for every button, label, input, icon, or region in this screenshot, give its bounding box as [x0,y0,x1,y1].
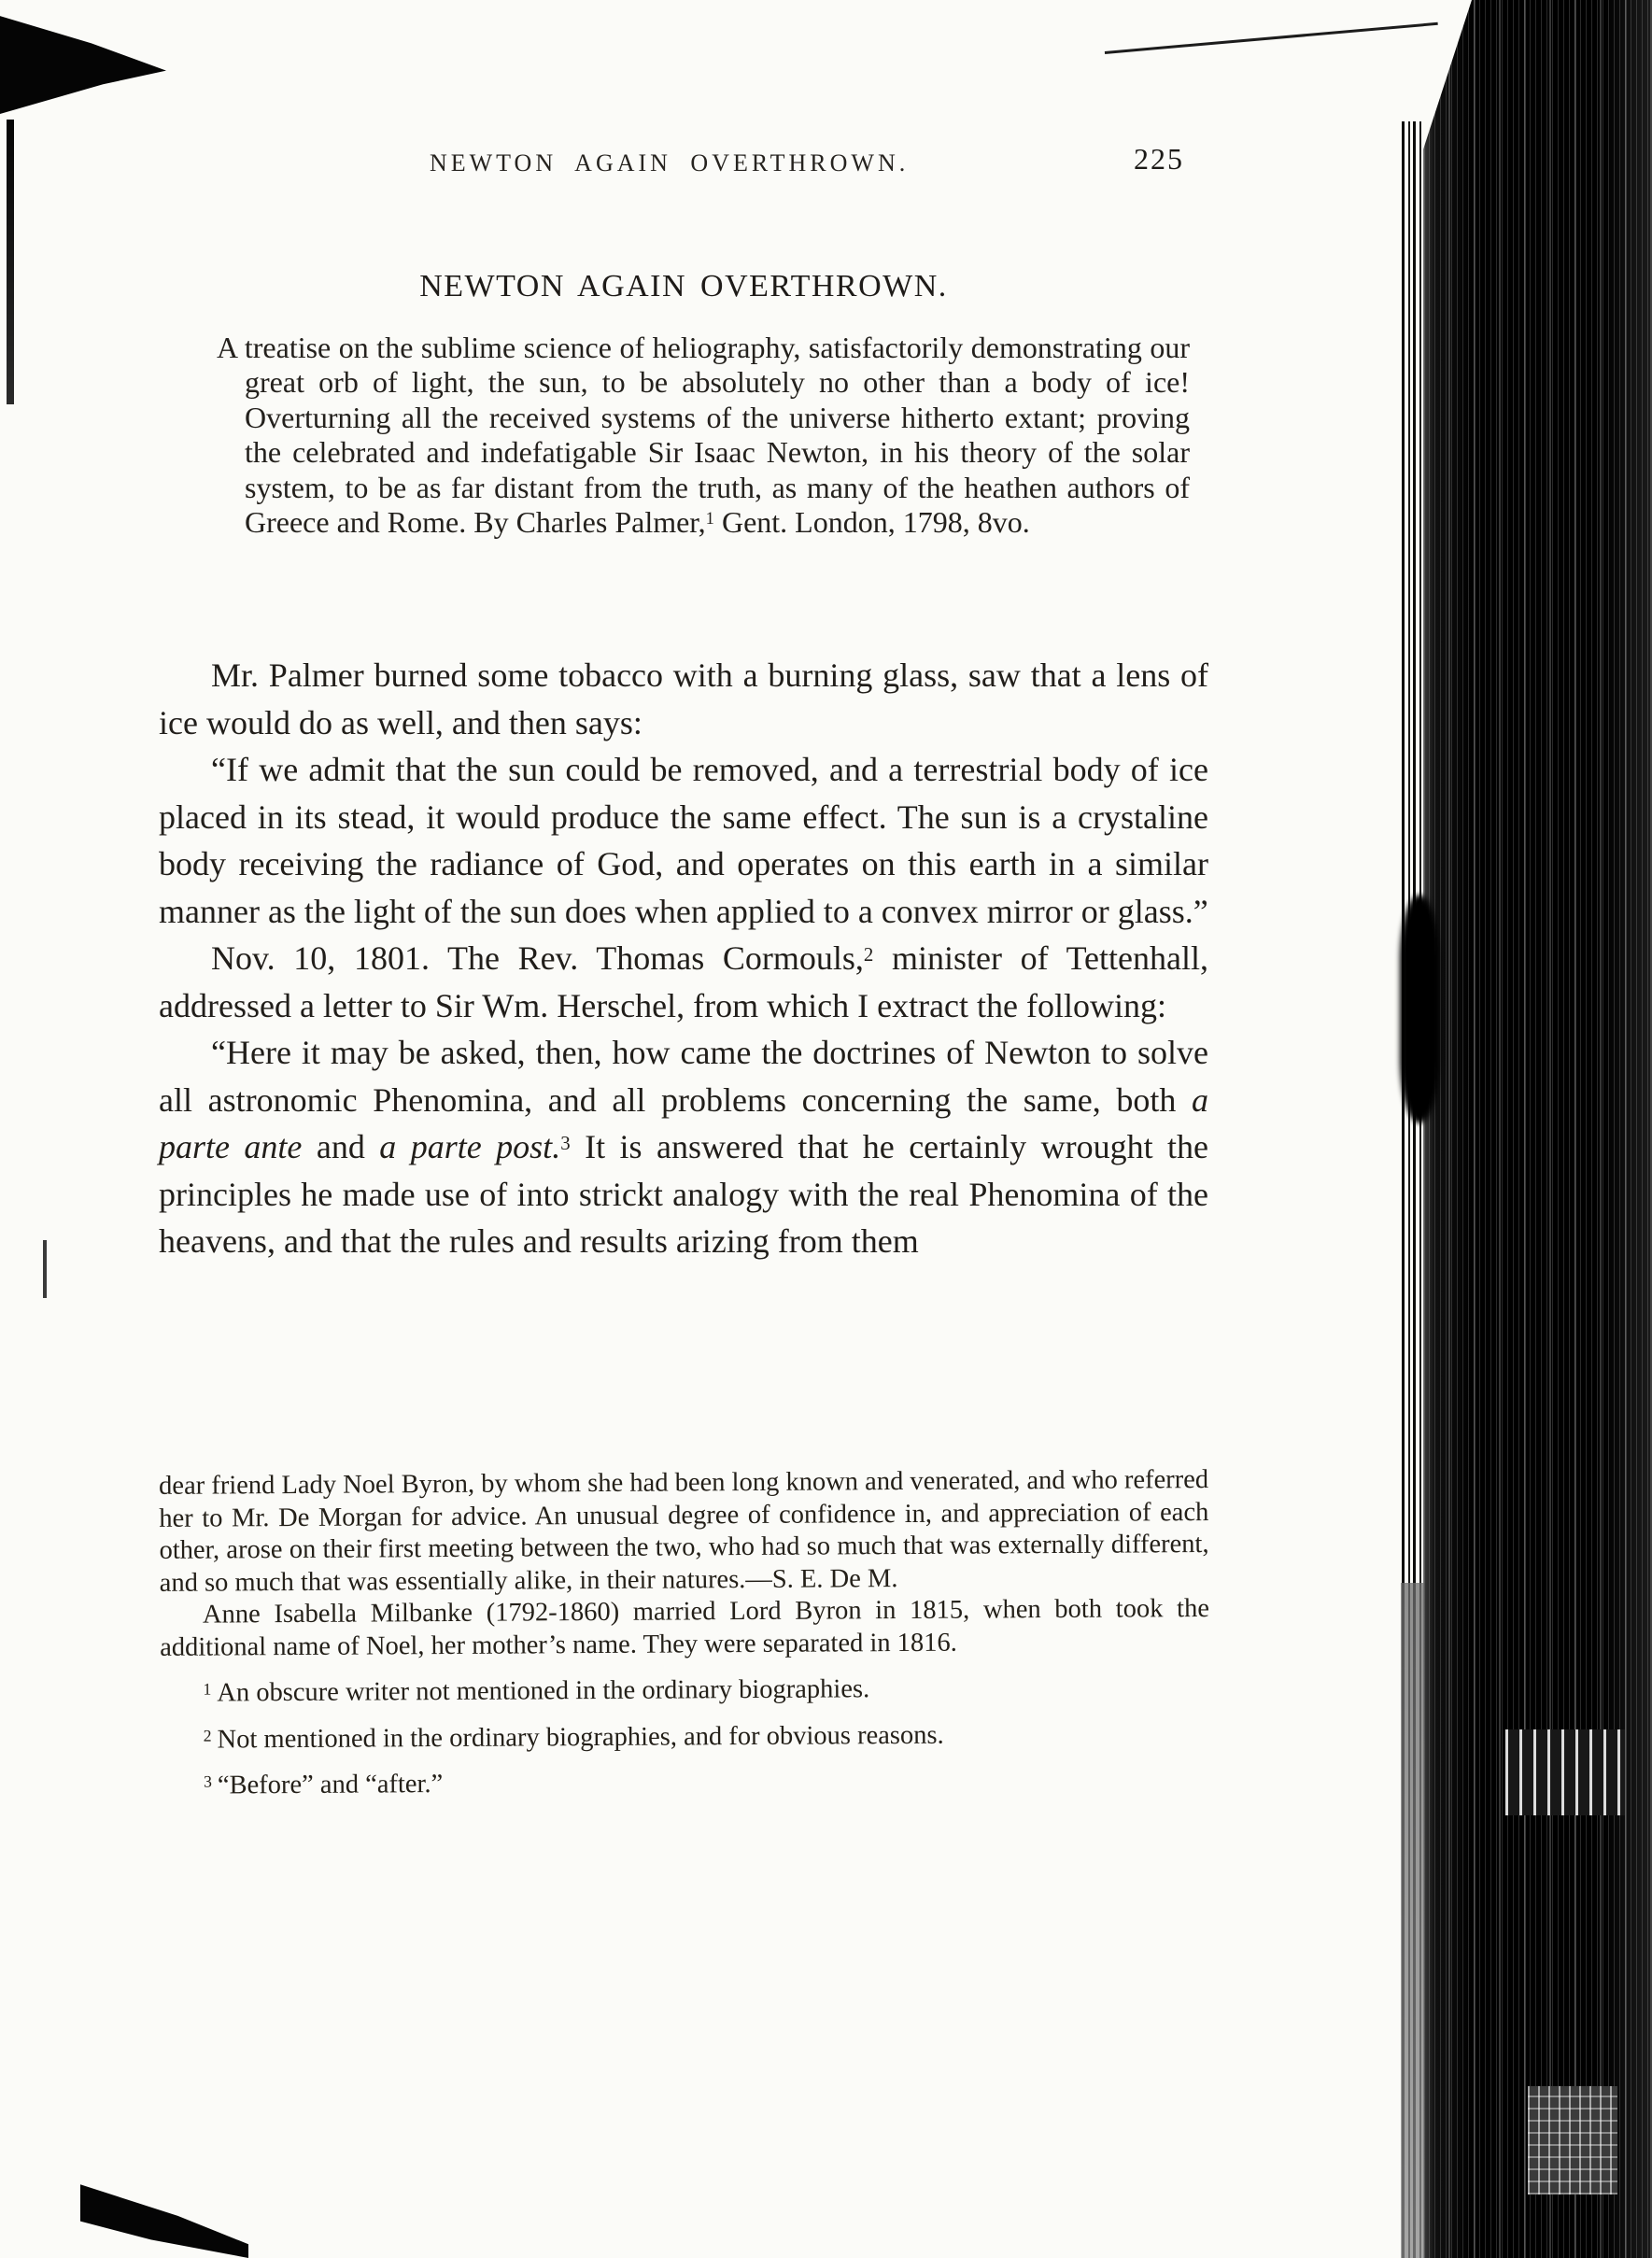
latin-phrase-a-parte-post: a parte post. [379,1128,561,1165]
scan-artifact-top-left-corner [0,0,166,114]
footnote-marker-1: 1 [705,509,714,529]
paragraph-3 [159,935,1208,1029]
paragraph-3-text: Nov. 10, 1801. The Rev. Thomas Cormouls, [211,939,864,977]
scan-artifact-light-patch-1 [1505,1729,1625,1815]
footnote-1-marker: 1 [203,1679,212,1699]
footnote-marker-2: 2 [863,943,874,966]
footnote-marker-3: 3 [560,1132,571,1154]
body-text [159,652,1208,1265]
running-header [159,142,1208,183]
footnote-3-marker: 3 [203,1771,212,1791]
scan-artifact-right-band [1423,0,1652,2258]
paragraph-4 [159,1029,1208,1265]
page-number: 225 [1134,142,1184,176]
chapter-title: NEWTON AGAIN OVERTHROWN. [419,269,948,303]
footnote-continuation-2: Anne Isabella Milbanke (1792-1860) married Lord Byron in 1815, when both took the additional name of Noel, her mother’s name. They were separated in 1816. [160,1593,1210,1662]
paragraph-4-text-after: It is answered that he certainly wrought the principles he made use of into strickt analogy with the real Phenomina of the heavens, and that the rules and results arizing from them [159,1128,1208,1260]
footnote-2 [161,1717,1210,1756]
paragraph-1: Mr. Palmer burned some tobacco with a burning glass, saw that a lens of ice would do as well, and then says: [159,656,1208,741]
footnote-1 [160,1672,1209,1710]
paragraph-4-text: “Here it may be asked, then, how came the doctrines of Newton to solve all astronomic Phenomina, and all problems concerning the same, both [159,1034,1208,1119]
footnotes-section [159,1464,1210,1802]
scan-artifact-left-edge-bar [7,120,14,404]
paragraph-3-text-after: minister of Tettenhall, addressed a letter to Sir Wm. Herschel, from which I extract the following: [159,939,1208,1024]
paragraph-2: “If we admit that the sun could be removed, and a terrestrial body of ice placed in its stead, it would produce the same effect. The sun is a crystaline body receiving the radiance of God, and operates on this earth in a similar manner as the light of the sun does when applied to a convex mirror or glass.” [159,751,1208,930]
footnote-1-text: An obscure writer not mentioned in the ordinary biographies. [217,1674,870,1708]
scan-artifact-left-margin-tick [43,1240,47,1298]
latin-phrase-a-parte-ante: a parte ante [159,1080,1208,1165]
footnote-2-marker: 2 [203,1726,212,1745]
scan-artifact-bottom-left-corner [80,2181,248,2258]
scan-artifact-page-edge-line [1105,22,1438,54]
treatise-tail: Gent. London, 1798, 8vo. [713,505,1030,540]
treatise-text: A treatise on the sublime science of heliography, satisfactorily demonstrating our great orb of light, the sun, to be absolutely no other than a body of ice! Overturning all the received systems of the universe hitherto extant; proving the celebrated and indefatigable Sir Isaac Newton, in his theory of the solar system, to be as far distant from the truth, as many of the heathen authors of Greece and Rome. By Charles Palmer, [217,331,1190,540]
footnote-2-text: Not mentioned in the ordinary biographies, and for obvious reasons. [217,1720,944,1754]
scan-artifact-band-gray-strip [1401,1583,1424,2258]
footnote-continuation-1: dear friend Lady Noel Byron, by whom she had been long known and venerated, and who referred her to Mr. De Morgan for advice. An unusual degree of confidence in, and appreciation of each other, arose on their first meeting between the two, who had so much that was externally different, and so much that was essentially alike, in their natures.—S. E. De M. [159,1465,1209,1598]
footnote-3-text: “Before” and “after.” [217,1770,444,1800]
paragraph-4-text-mid: and [302,1128,380,1165]
running-title: NEWTON AGAIN OVERTHROWN. [429,149,910,176]
footnote-3 [161,1764,1210,1802]
scan-artifact-light-patch-2 [1528,2086,1617,2194]
treatise-citation [217,331,1190,540]
scan-artifact-band-bulge [1400,895,1439,1123]
